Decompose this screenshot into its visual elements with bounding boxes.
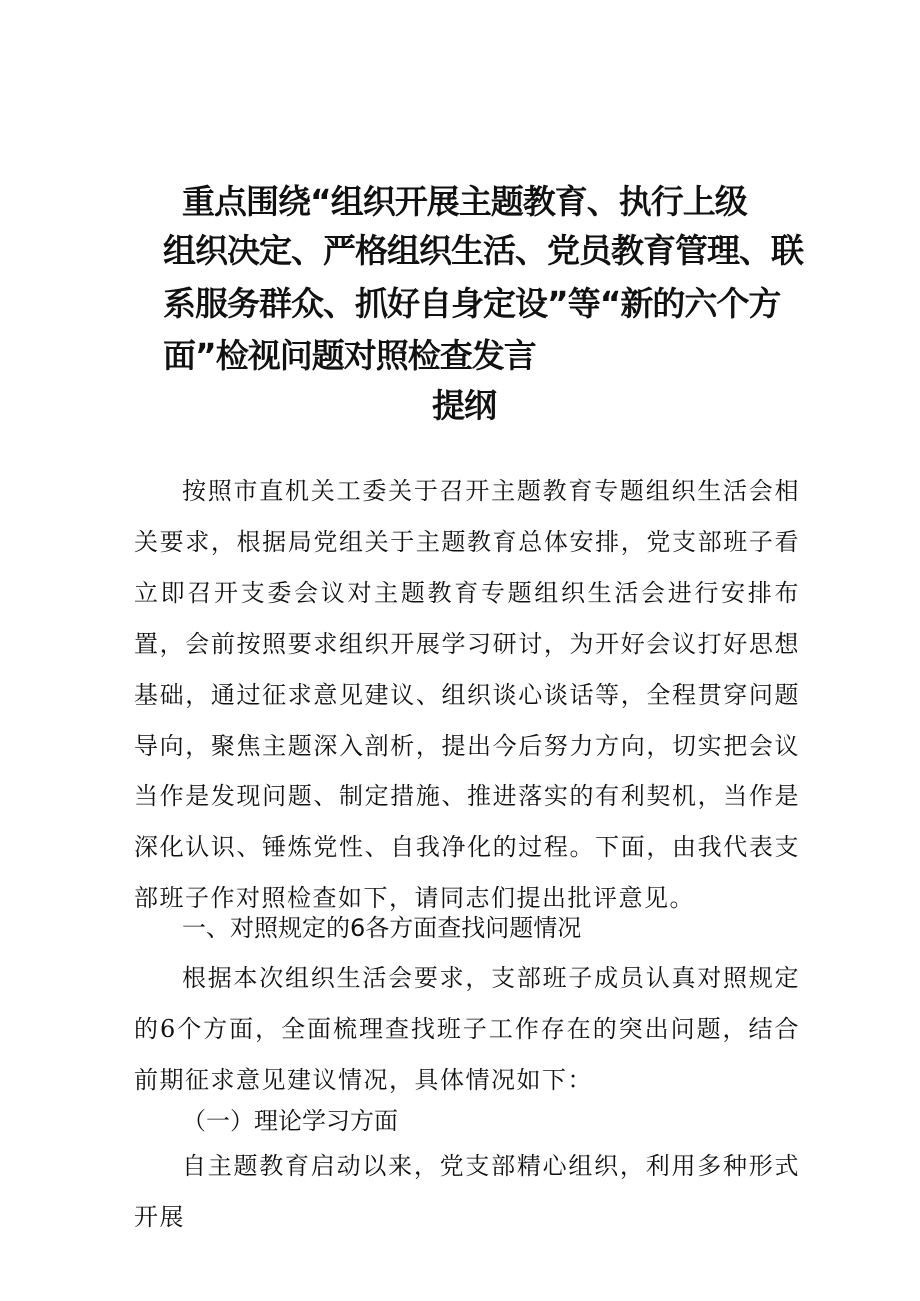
subsection-paragraph: 自主题教育启动以来，党支部精心组织，利用多种形式开展 (134, 1152, 800, 1231)
section-heading: 一、对照规定的6各方面查找问题情况 (182, 914, 582, 942)
title-line-4: 面”检视问题对照检查发言 (163, 336, 536, 375)
intro-paragraph: 按照市直机关工委关于召开主题教育专题组织生活会相关要求，根据局党组关于主题教育总体安排，党支部班子看立即召开支委会议对主题教育专题组织生活会进行安排布置，会前按照要求组织开展学习研讨，为开好会议打好思想基础，通过征求意见建议、组织谈心谈话等，全程贯穿问题导向，聚焦主题深入剖析，提出今后努力方向，切实把会议当作是发现问题、制定措施、推进落实的有利契机，当作是深化认识、锤炼党性、自我净化的过程。下面，由我代表支部班子作对照检查如下，请同志们提出批评意见。 (134, 477, 800, 913)
title-line-5: 提纲 (432, 386, 496, 425)
section-paragraph: 根据本次组织生活会要求，支部班子成员认真对照规定的6个方面，全面梳理查找班子工作存在的突出问题，结合前期征求意见建议情况，具体情况如下： (134, 964, 800, 1094)
title-line-1: 重点围绕“组织开展主题教育、执行上级 (182, 182, 747, 221)
title-line-3: 系服务群众、抓好自身定设”等“新的六个方 (163, 284, 781, 323)
title-line-2: 组织决定、严格组织生活、党员教育管理、联 (163, 231, 803, 270)
subsection-heading: （一）理论学习方面 (182, 1107, 398, 1135)
